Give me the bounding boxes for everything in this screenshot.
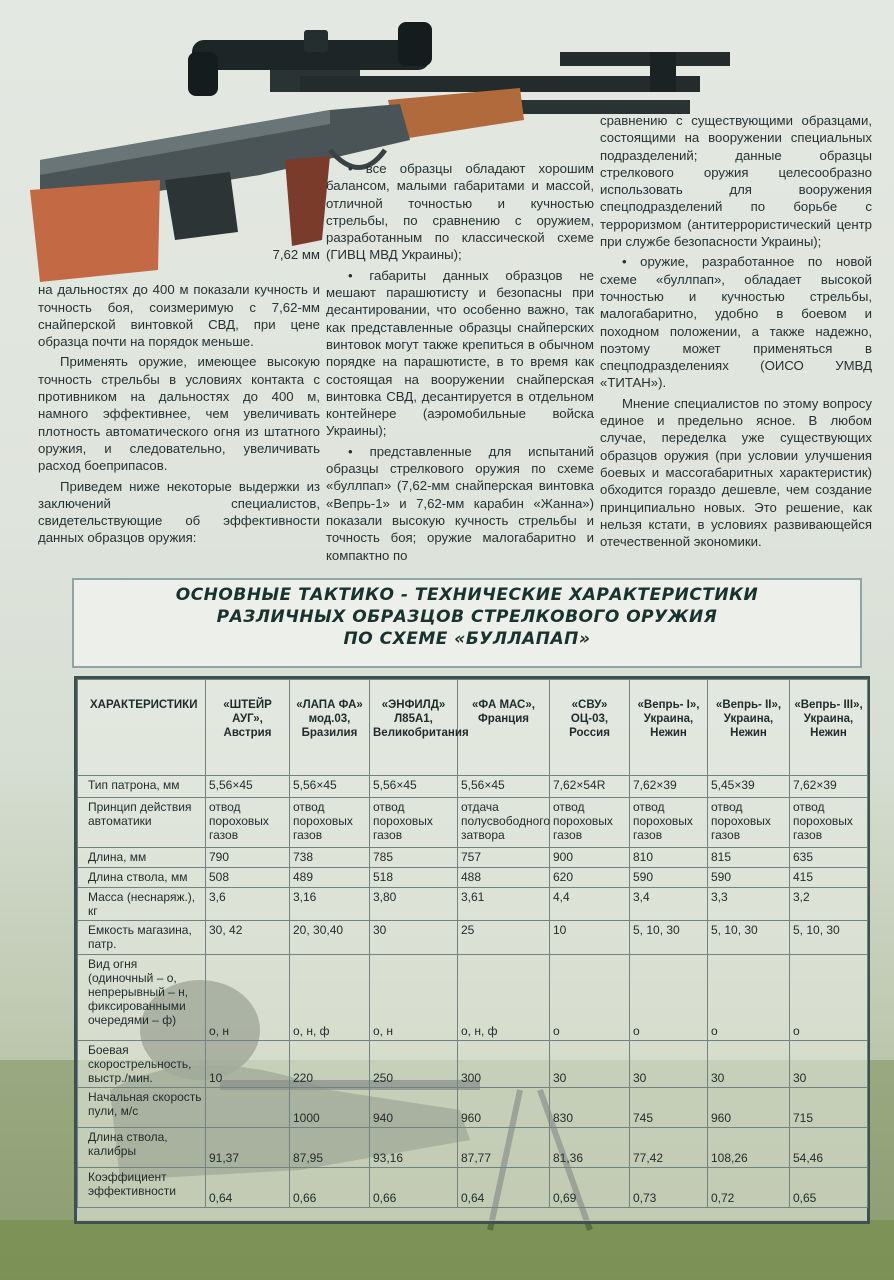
table-cell: отвод пороховых газов	[790, 798, 868, 848]
specs-table	[74, 676, 870, 1224]
table-cell: отвод пороховых газов	[550, 798, 630, 848]
row-label: Коэффициент эффективности	[78, 1168, 206, 1208]
table-cell: 5,56×45	[290, 776, 370, 798]
table-cell: 5, 10, 30	[708, 921, 790, 955]
column-header-weapon: «ФА МАС», Франция	[458, 680, 550, 776]
table-cell: 3,2	[790, 888, 868, 921]
table-cell: 7,62×54R	[550, 776, 630, 798]
table-cell: 7,62×39	[630, 776, 708, 798]
row-label: Длина ствола, калибры	[78, 1128, 206, 1168]
table-cell: 54,46	[790, 1128, 868, 1168]
banner-line-3: ПО СХЕМЕ «БУЛЛАПАП»	[343, 629, 591, 649]
table-cell: 590	[630, 868, 708, 888]
table-cell: о	[630, 955, 708, 1041]
text-column-1-body	[38, 264, 320, 550]
table-cell: о, н, ф	[458, 955, 550, 1041]
text-column-2	[326, 160, 594, 567]
column-header-weapon: «ШТЕЙР АУГ», Австрия	[206, 680, 290, 776]
table-cell: 0,72	[708, 1168, 790, 1208]
column-header-weapon: «ЛАПА ФА» мод.03, Бразилия	[290, 680, 370, 776]
paragraph-3: • представленные для испытаний образцы стрелкового оружия по схеме «буллпап» (7,62-мм снайперская винтовка «Вепрь-1» и 7,62-мм карабин «Жанна») показали высокую кучность стрельбы и точность боя; оружие малогабаритно и компактно по	[326, 443, 594, 563]
paragraph-2: Применять оружие, имеющее высокую точность стрельбы в условиях контакта с противником на дальностях до 400 м, намного эффективнее, чем увеличивать плотность автоматического огня из штатного оружия, и следовательно, увеличивать расход боеприпасов.	[38, 354, 320, 474]
table-cell: 5,45×39	[708, 776, 790, 798]
table-cell: 1000	[290, 1088, 370, 1128]
row-label: Масса (неснаряж.), кг	[78, 888, 206, 921]
table-cell: 415	[790, 868, 868, 888]
table-cell: 93,16	[370, 1128, 458, 1168]
table-cell: 745	[630, 1088, 708, 1128]
text-column-1	[38, 246, 320, 264]
table-cell: 0,64	[458, 1168, 550, 1208]
table-cell: отвод пороховых газов	[290, 798, 370, 848]
table-cell: о, н	[370, 955, 458, 1041]
table-row	[78, 921, 868, 955]
table-cell: 10	[550, 921, 630, 955]
paragraph-1: • все образцы обладают хорошим балансом, малыми габаритами и массой, отличной точностью и кучностью стрельбы, по сравнению с оружием, разработанным по классической схеме (ГИВЦ МВД Украины);	[326, 161, 594, 263]
table-cell: 5,56×45	[206, 776, 290, 798]
table-row	[78, 848, 868, 868]
table-cell: 25	[458, 921, 550, 955]
paragraph-1-text: на дальностях до 400 м показали кучность и точность боя, соизмеримую с 7,62-мм снайперской винтовкой СВД, при цене образца почти на порядок меньше.	[38, 282, 320, 350]
table-cell: 3,4	[630, 888, 708, 921]
table-cell: 0,73	[630, 1168, 708, 1208]
table-cell: 5, 10, 30	[630, 921, 708, 955]
column-header-weapon: «Вепрь- III», Украина, Нежин	[790, 680, 868, 776]
paragraph-3: Приведем ниже некоторые выдержки из заключений специалистов, свидетельствующие об эффективности данных образцов оружия:	[38, 478, 320, 546]
table-cell: 715	[790, 1088, 868, 1128]
table-cell: 810	[630, 848, 708, 868]
table-cell: 785	[370, 848, 458, 868]
table-row	[78, 1128, 868, 1168]
table-row	[78, 1168, 868, 1208]
paragraph-2: • габариты данных образцов не мешают парашютисту и безопасны при десантировании, что особенно важно, так как представленные образцы снайперских винтовок могут также крепиться в обычном порядке на парашютисте, в то время как состоящая на вооружении снайперская винтовка СВД, десантируется в отдельном контейнере (аэромобильные войска Украины);	[326, 267, 594, 439]
row-label: Длина ствола, мм	[78, 868, 206, 888]
table-cell: 250	[370, 1041, 458, 1088]
table-cell: 3,16	[290, 888, 370, 921]
table-cell: 81,36	[550, 1128, 630, 1168]
table-cell: 87,77	[458, 1128, 550, 1168]
banner-line-1: ОСНОВНЫЕ ТАКТИКО - ТЕХНИЧЕСКИЕ ХАРАКТЕРИСТИКИ	[175, 585, 759, 605]
table-cell: 590	[708, 868, 790, 888]
table-cell: 960	[708, 1088, 790, 1128]
table-cell: отвод пороховых газов	[206, 798, 290, 848]
column-header-weapon: «СВУ» ОЦ-03, Россия	[550, 680, 630, 776]
table-cell: 757	[458, 848, 550, 868]
table-cell: 20, 30,40	[290, 921, 370, 955]
table-cell: о, н, ф	[290, 955, 370, 1041]
table-cell: 30	[790, 1041, 868, 1088]
table-row	[78, 776, 868, 798]
table-cell: 30, 42	[206, 921, 290, 955]
table-row	[78, 1041, 868, 1088]
table-cell: 900	[550, 848, 630, 868]
table-cell: 5,56×45	[458, 776, 550, 798]
table-row	[78, 955, 868, 1041]
table-cell: 0,69	[550, 1168, 630, 1208]
table-cell: 960	[458, 1088, 550, 1128]
table-cell: о	[708, 955, 790, 1041]
table-cell: 790	[206, 848, 290, 868]
table-cell: отвод пороховых газов	[370, 798, 458, 848]
table-cell: 87,95	[290, 1128, 370, 1168]
table-cell: 108,26	[708, 1128, 790, 1168]
paragraph-1: сравнению с существующими образцами, состоящими на вооружении специальных подразделений; данные образцы стрелкового оружия целесообразно использовать для вооружения спецподразделений по борьбе с терроризмом (антитеррористический центр при службе безопасности Украины);	[600, 113, 872, 250]
column-header-weapon: «ЭНФИЛД» Л85А1, Великобритания	[370, 680, 458, 776]
table-cell: 635	[790, 848, 868, 868]
table-cell: 518	[370, 868, 458, 888]
table-cell: 10	[206, 1041, 290, 1088]
paragraph-3: Мнение специалистов по этому вопросу единое и предельно ясное. В любом случае, переделка уже существующих образцов оружия (при условии улучшения боевых и массогабаритных характеристик) обходится гораздо дешевле, чем создание принципиально новых. Это решение, как нельзя кстати, в условиях развивающейся отечественной экономики.	[600, 395, 872, 550]
row-label: Емкость магазина, патр.	[78, 921, 206, 955]
table-header-row	[78, 680, 868, 776]
table-cell: о, н	[206, 955, 290, 1041]
table-cell: 0,66	[370, 1168, 458, 1208]
table-cell: 5,56×45	[370, 776, 458, 798]
table-cell: отвод пороховых газов	[630, 798, 708, 848]
table-cell: 940	[370, 1088, 458, 1128]
table-cell: 830	[550, 1088, 630, 1128]
column-header-characteristics: ХАРАКТЕРИСТИКИ	[78, 680, 206, 776]
table-cell: 77,42	[630, 1128, 708, 1168]
table-cell: 815	[708, 848, 790, 868]
table-cell: 3,3	[708, 888, 790, 921]
table-cell: 3,80	[370, 888, 458, 921]
row-label: Длина, мм	[78, 848, 206, 868]
row-label: Вид огня (одиночный – о, непрерывный – н, фиксированными очередями – ф)	[78, 955, 206, 1041]
table-cell: 91,37	[206, 1128, 290, 1168]
table-row	[78, 868, 868, 888]
table-cell: 620	[550, 868, 630, 888]
row-label: Тип патрона, мм	[78, 776, 206, 798]
table-cell: 3,6	[206, 888, 290, 921]
table-row	[78, 1088, 868, 1128]
table-cell	[206, 1088, 290, 1128]
table-cell: 3,61	[458, 888, 550, 921]
table-cell: 30	[370, 921, 458, 955]
table-cell: 4,4	[550, 888, 630, 921]
row-label: Боевая скорострельность, выстр./мин.	[78, 1041, 206, 1088]
column-header-weapon: «Вепрь- II», Украина, Нежин	[708, 680, 790, 776]
table-row	[78, 888, 868, 921]
table-cell: 5, 10, 30	[790, 921, 868, 955]
table-cell: отвод пороховых газов	[708, 798, 790, 848]
table-cell: о	[550, 955, 630, 1041]
photo-caption: 7,62 мм	[272, 247, 320, 262]
table-title-banner	[72, 578, 862, 668]
table-cell: о	[790, 955, 868, 1041]
table-cell: 30	[708, 1041, 790, 1088]
table-row	[78, 798, 868, 848]
paragraph-1	[38, 264, 320, 350]
table-cell: 0,64	[206, 1168, 290, 1208]
table-cell: 0,66	[290, 1168, 370, 1208]
table-cell: отдача полусвободного затвора	[458, 798, 550, 848]
table-cell: 738	[290, 848, 370, 868]
paragraph-2: • оружие, разработанное по новой схеме «буллпап», обладает высокой точностью и кучностью стрельбы, малогабаритно, удобно в боевом и походном положении, а также надежно, поэтому может применяться в спецподразделениях (ОИСО УМВД «ТИТАН»).	[600, 254, 872, 391]
table-cell: 0,65	[790, 1168, 868, 1208]
table-cell: 220	[290, 1041, 370, 1088]
row-label: Начальная скорость пули, м/с	[78, 1088, 206, 1128]
row-label: Принцип действия автоматики	[78, 798, 206, 848]
table-cell: 488	[458, 868, 550, 888]
table-cell: 30	[630, 1041, 708, 1088]
table-cell: 508	[206, 868, 290, 888]
table-cell: 489	[290, 868, 370, 888]
column-header-weapon: «Вепрь- I», Украина, Нежин	[630, 680, 708, 776]
text-column-3	[600, 112, 872, 553]
table-cell: 300	[458, 1041, 550, 1088]
banner-line-2: РАЗЛИЧНЫХ ОБРАЗЦОВ СТРЕЛКОВОГО ОРУЖИЯ	[216, 607, 718, 627]
table-cell: 30	[550, 1041, 630, 1088]
table-cell: 7,62×39	[790, 776, 868, 798]
